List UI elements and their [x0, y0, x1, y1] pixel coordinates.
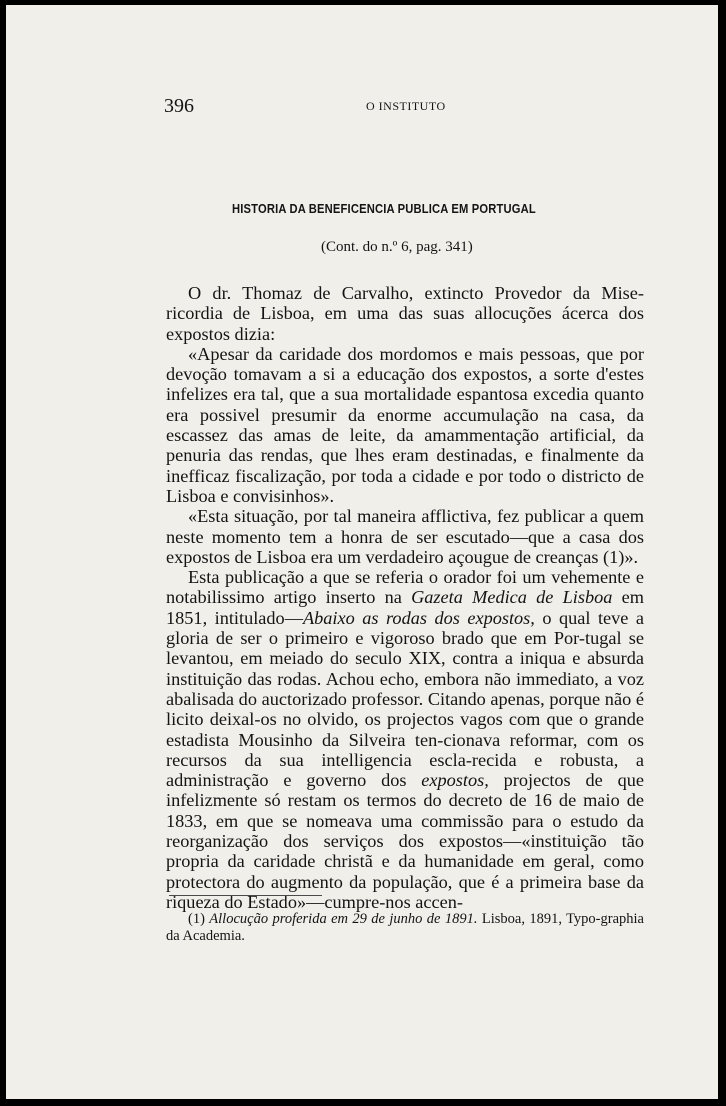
running-head [164, 95, 644, 119]
article-title: HISTORIA DA BENEFICENCIA PUBLICA EM PORTUGAL [232, 201, 536, 216]
footnote-source-details: Lisboa, 1891, Typo-graphia da Academia. [166, 911, 644, 944]
body-text [166, 283, 644, 912]
paragraph-4 [166, 567, 644, 912]
footnote-source-title: Allocução proferida em 29 de junho de 1891. [209, 911, 478, 927]
paragraph-3-quote: «Esta situação, por tal maneira afflictiva, fez publicar a quem neste momento tem a honra de ser escutado—que a casa dos expostos de Lisboa era um verdadeiro açougue de creanças (1)». [166, 506, 644, 567]
paragraph-4-text-c: o qual teve a gloria de ser o primeiro e vigoroso brado que em Por-tugal se levantou, em meiado do seculo XIX, contra a iniqua e absurda instituição das rodas. Achou echo, embora não immediato, a voz abalisada do auctorizado professor. Citando apenas, porque não é licito deixal-os no olvido, os projectos vagos com que o grande estadista Mousinho da Silveira ten-cionava reformar, com os recursos da sua intelligencia escla-recida e robusta, a administração e governo dos [166, 607, 645, 791]
book-page [6, 5, 718, 1099]
footnote-divider [169, 895, 322, 896]
footnote [166, 911, 644, 945]
journal-name: O INSTITUTO [366, 99, 446, 113]
page-number: 396 [164, 95, 194, 117]
paragraph-2-quote: «Apesar da caridade dos mordomos e mais pessoas, que por devoção tomavam a si a educação dos expostos, a sorte d'estes infelizes era tal, que a sua mortalidade espantosa excedia quanto era possivel presumir da enorme accumulação na casa, da escassez das amas de leite, da amammentação artificial, da penuria das rendas, que lhes eram destinadas, e finalmente da inefficaz fiscalização, por toda a cidade e por todo o districto de Lisboa e convisinhos». [166, 343, 644, 506]
footnote-marker: (1) [188, 911, 210, 927]
paragraph-1: O dr. Thomaz de Carvalho, extincto Provedor da Mise-ricordia de Lisboa, em uma das suas allocuções ácerca dos expostos dizia: [166, 283, 644, 344]
paragraph-4-text-d: projectos de que infelizmente só restam os termos do decreto de 16 de maio de 1833, em que se nomeava uma commissão para o estudo da reorganização dos serviços dos expostos—«instituição tão propria da caridade christã e da humanidade em geral, como protectora do augmento da população, que é a primeira base da riqueza do Estado»—cumpre-nos accen- [166, 770, 644, 912]
paragraph-4-text-a: Esta publicação a que se referia o orador foi um vehemente e notabilissimo artigo inserto na [166, 567, 644, 608]
expostos-italic: expostos, [421, 770, 489, 791]
continuation-note: (Cont. do n.º 6, pag. 341) [321, 239, 473, 255]
paragraph-4-text-b: em 1851, intitulado— [166, 587, 644, 628]
article-title-italic: Abaixo as rodas dos expostos, [302, 607, 535, 628]
journal-title-italic: Gazeta Medica de Lisboa [411, 587, 613, 608]
